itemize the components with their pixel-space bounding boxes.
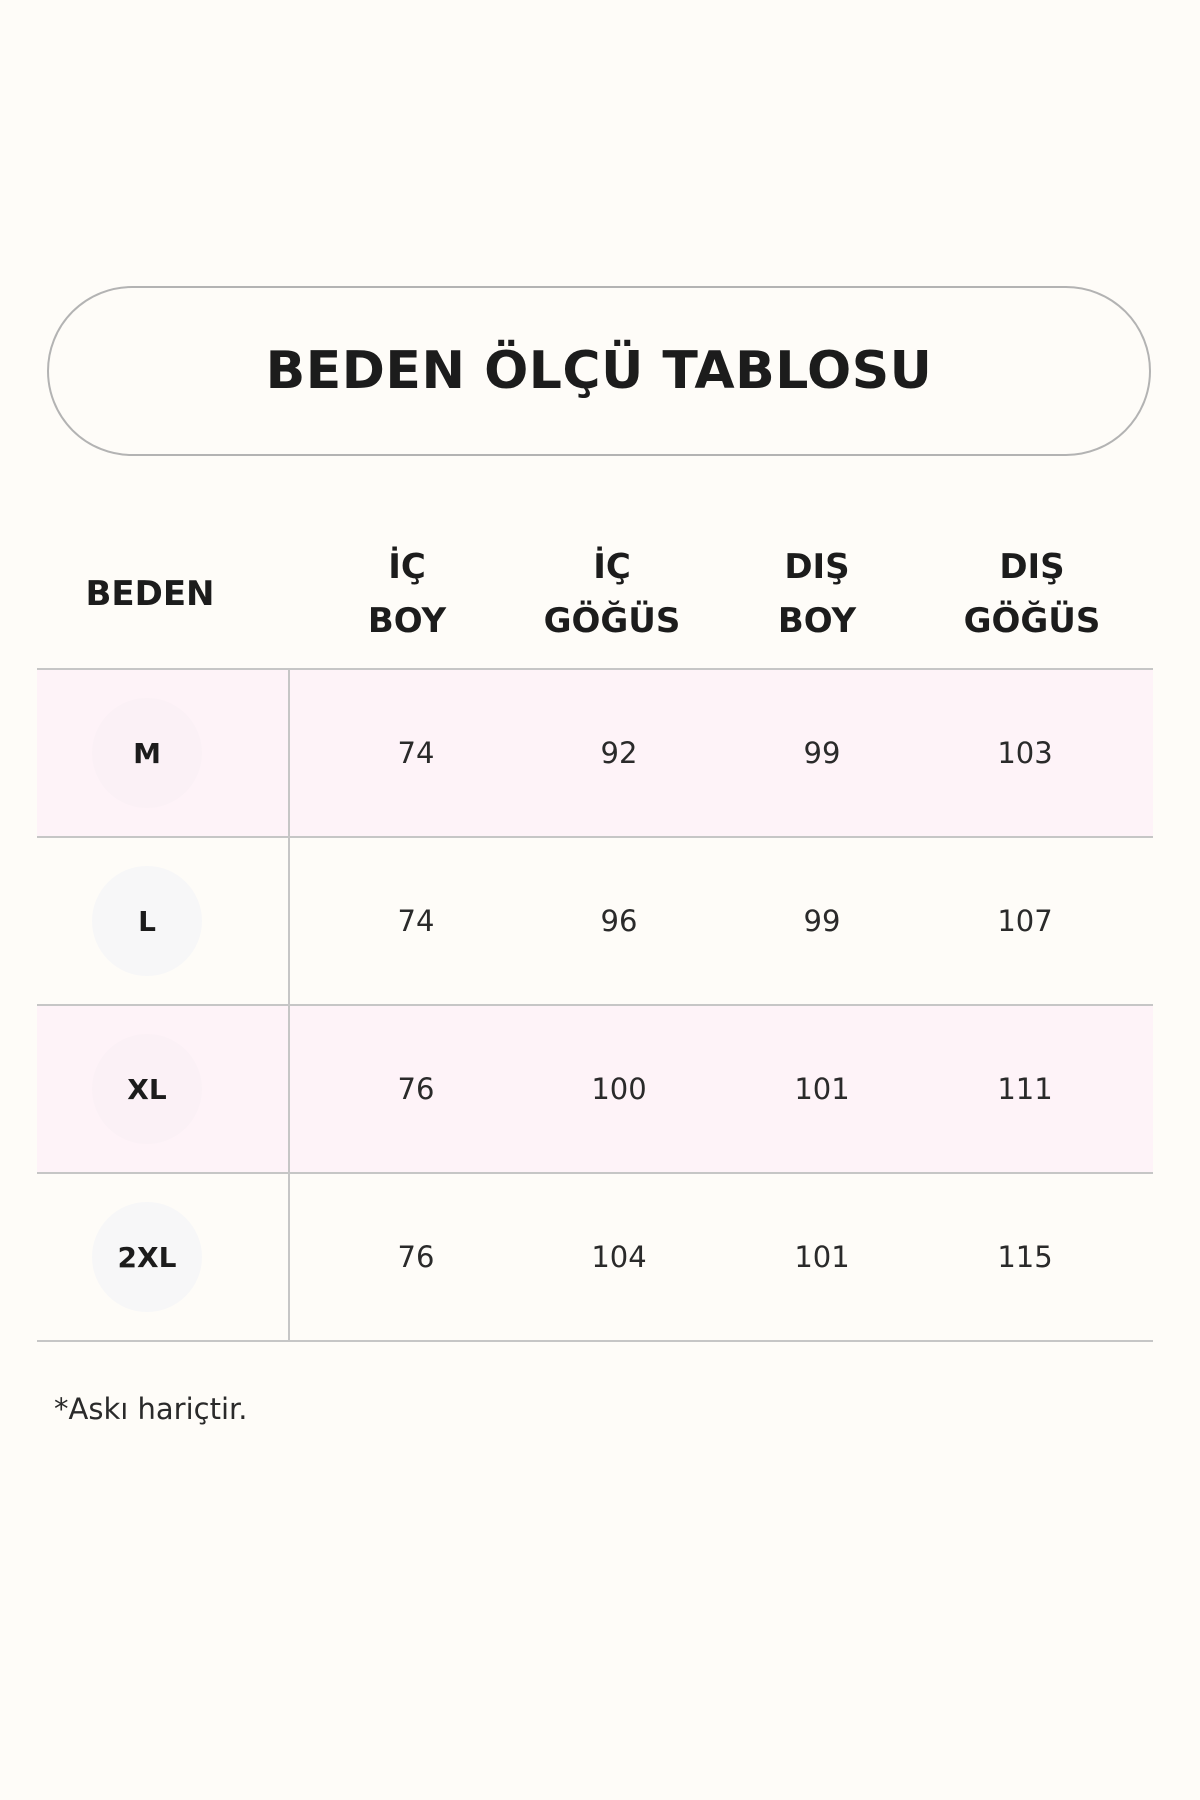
cell-ic-boy: 74 bbox=[397, 736, 435, 770]
size-badge: L bbox=[92, 866, 202, 976]
header-dis-gogus-line1: DIŞ bbox=[999, 547, 1065, 587]
column-divider bbox=[288, 670, 290, 836]
header-dis-gogus-line2: GÖĞÜS bbox=[963, 601, 1101, 641]
cell-dis-boy: 101 bbox=[794, 1072, 850, 1106]
cell-ic-boy: 74 bbox=[397, 904, 435, 938]
size-badge: XL bbox=[92, 1034, 202, 1144]
cell-ic-boy: 76 bbox=[397, 1240, 435, 1274]
table-row-xl bbox=[37, 1004, 1153, 1172]
cell-dis-gogus: 107 bbox=[997, 904, 1053, 938]
table-row-l bbox=[37, 836, 1153, 1004]
header-dis-gogus bbox=[942, 520, 1122, 668]
title-banner bbox=[47, 286, 1151, 456]
header-dis-boy-line2: BOY bbox=[777, 601, 857, 641]
size-table bbox=[37, 668, 1153, 1342]
header-ic-gogus-line2: GÖĞÜS bbox=[543, 601, 681, 641]
cell-dis-boy: 99 bbox=[803, 736, 841, 770]
header-ic-gogus-line1: İÇ bbox=[593, 547, 631, 587]
size-badge: M bbox=[92, 698, 202, 808]
header-dis-boy-line1: DIŞ bbox=[784, 547, 850, 587]
cell-dis-boy: 101 bbox=[794, 1240, 850, 1274]
cell-dis-gogus: 103 bbox=[997, 736, 1053, 770]
header-ic-boy-line1: İÇ bbox=[388, 547, 426, 587]
cell-ic-gogus: 100 bbox=[591, 1072, 647, 1106]
footnote: *Askı hariçtir. bbox=[54, 1392, 248, 1426]
page-title: BEDEN ÖLÇÜ TABLOSU bbox=[265, 341, 933, 401]
column-divider bbox=[288, 1174, 290, 1340]
header-ic-boy bbox=[327, 520, 487, 668]
cell-dis-gogus: 111 bbox=[997, 1072, 1053, 1106]
cell-dis-boy: 99 bbox=[803, 904, 841, 938]
size-badge: 2XL bbox=[92, 1202, 202, 1312]
cell-ic-boy: 76 bbox=[397, 1072, 435, 1106]
header-ic-boy-line2: BOY bbox=[367, 601, 447, 641]
table-row-2xl bbox=[37, 1172, 1153, 1342]
cell-ic-gogus: 92 bbox=[600, 736, 638, 770]
header-size-label: BEDEN bbox=[85, 574, 215, 614]
header-size bbox=[65, 520, 235, 668]
column-divider bbox=[288, 1006, 290, 1172]
header-dis-boy bbox=[737, 520, 897, 668]
cell-ic-gogus: 104 bbox=[591, 1240, 647, 1274]
cell-ic-gogus: 96 bbox=[600, 904, 638, 938]
column-divider bbox=[288, 838, 290, 1004]
table-row-m bbox=[37, 668, 1153, 836]
table-header bbox=[37, 520, 1153, 668]
header-ic-gogus bbox=[527, 520, 697, 668]
cell-dis-gogus: 115 bbox=[997, 1240, 1053, 1274]
